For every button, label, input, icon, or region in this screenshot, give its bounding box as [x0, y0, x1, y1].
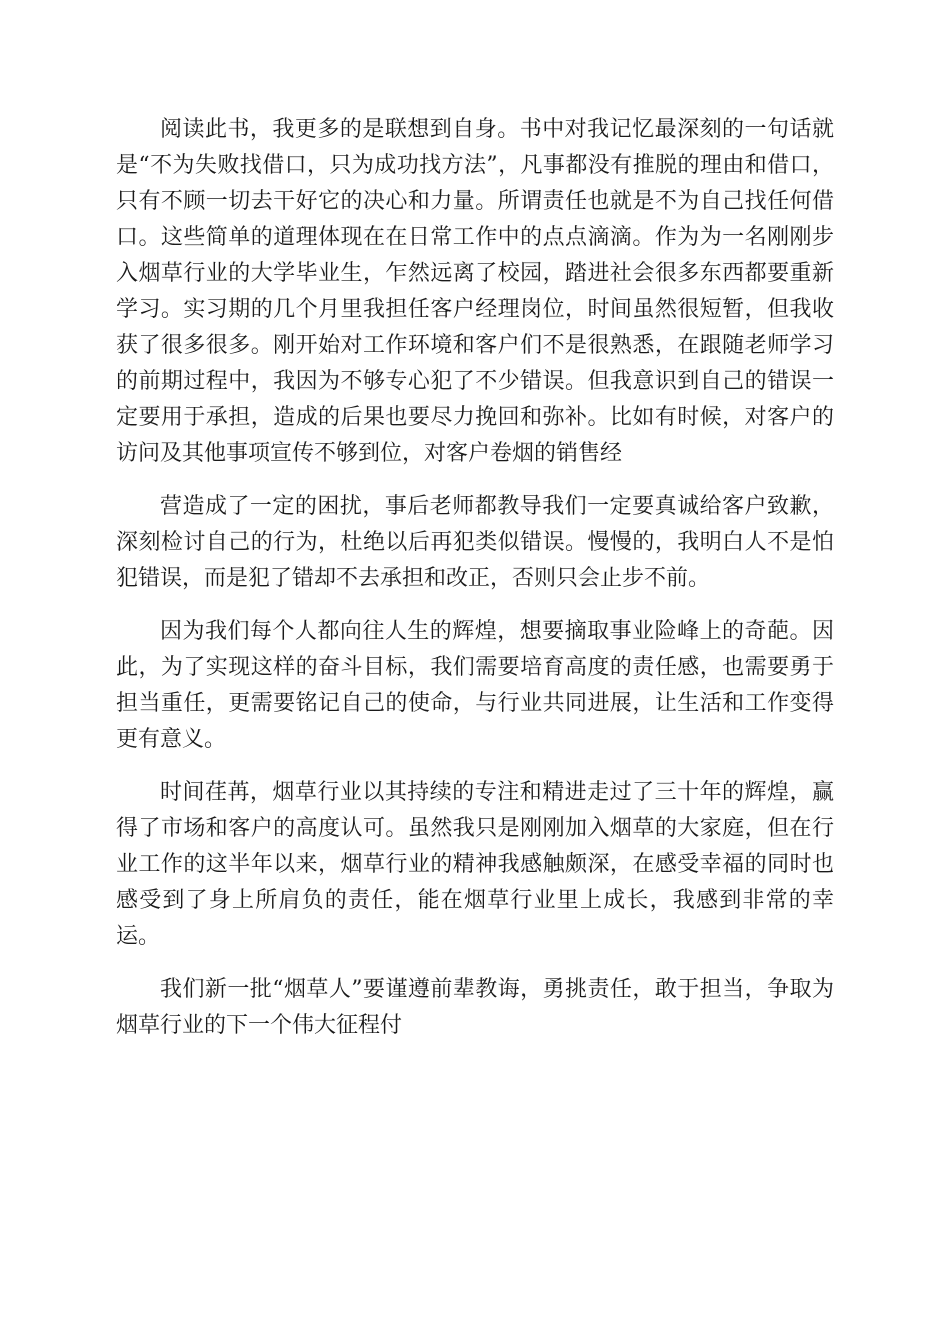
paragraph-2: 营造成了一定的困扰，事后老师都教导我们一定要真诚给客户致歉，深刻检讨自己的行为，杜绝以后再犯类似错误。慢慢的，我明白人不是怕犯错误，而是犯了错却不去承担和改正，否则只会止步不前。 — [116, 494, 834, 591]
paragraph-1: 阅读此书，我更多的是联想到自身。书中对我记忆最深刻的一句话就是“不为失败找借口，只为成功找方法”，凡事都没有推脱的理由和借口，只有不顾一切去干好它的决心和力量。所谓责任也就是不为自己找任何借口。这些简单的道理体现在在日常工作中的点点滴滴。作为为一名刚刚步入烟草行业的大学毕业生，乍然远离了校园，踏进社会很多东西都要重新学习。实习期的几个月里我担任客户经理岗位，时间虽然很短暂，但我收获了很多很多。刚开始对工作环境和客户们不是很熟悉，在跟随老师学习的前期过程中，我因为不够专心犯了不少错误。但我意识到自己的错误一定要用于承担，造成的后果也要尽力挽回和弥补。比如有时候，对客户的访问及其他事项宣传不够到位，对客户卷烟的销售经 — [116, 117, 834, 466]
paragraph-4: 时间荏苒，烟草行业以其持续的专注和精进走过了三十年的辉煌，赢得了市场和客户的高度认可。虽然我只是刚刚加入烟草的大家庭，但在行业工作的这半年以来，烟草行业的精神我感触颇深，在感受幸福的同时也感受到了身上所肩负的责任，能在烟草行业里上成长，我感到非常的幸运。 — [116, 780, 834, 949]
paragraph-5: 我们新一批“烟草人”要谨遵前辈教诲，勇挑责任，敢于担当，争取为烟草行业的下一个伟大征程付 — [116, 977, 834, 1038]
document-body — [116, 112, 834, 1061]
paragraph-3: 因为我们每个人都向往人生的辉煌，想要摘取事业险峰上的奇葩。因此，为了实现这样的奋斗目标，我们需要培育高度的责任感，也需要勇于担当重任，更需要铭记自己的使命，与行业共同进展，让生活和工作变得更有意义。 — [116, 619, 834, 752]
